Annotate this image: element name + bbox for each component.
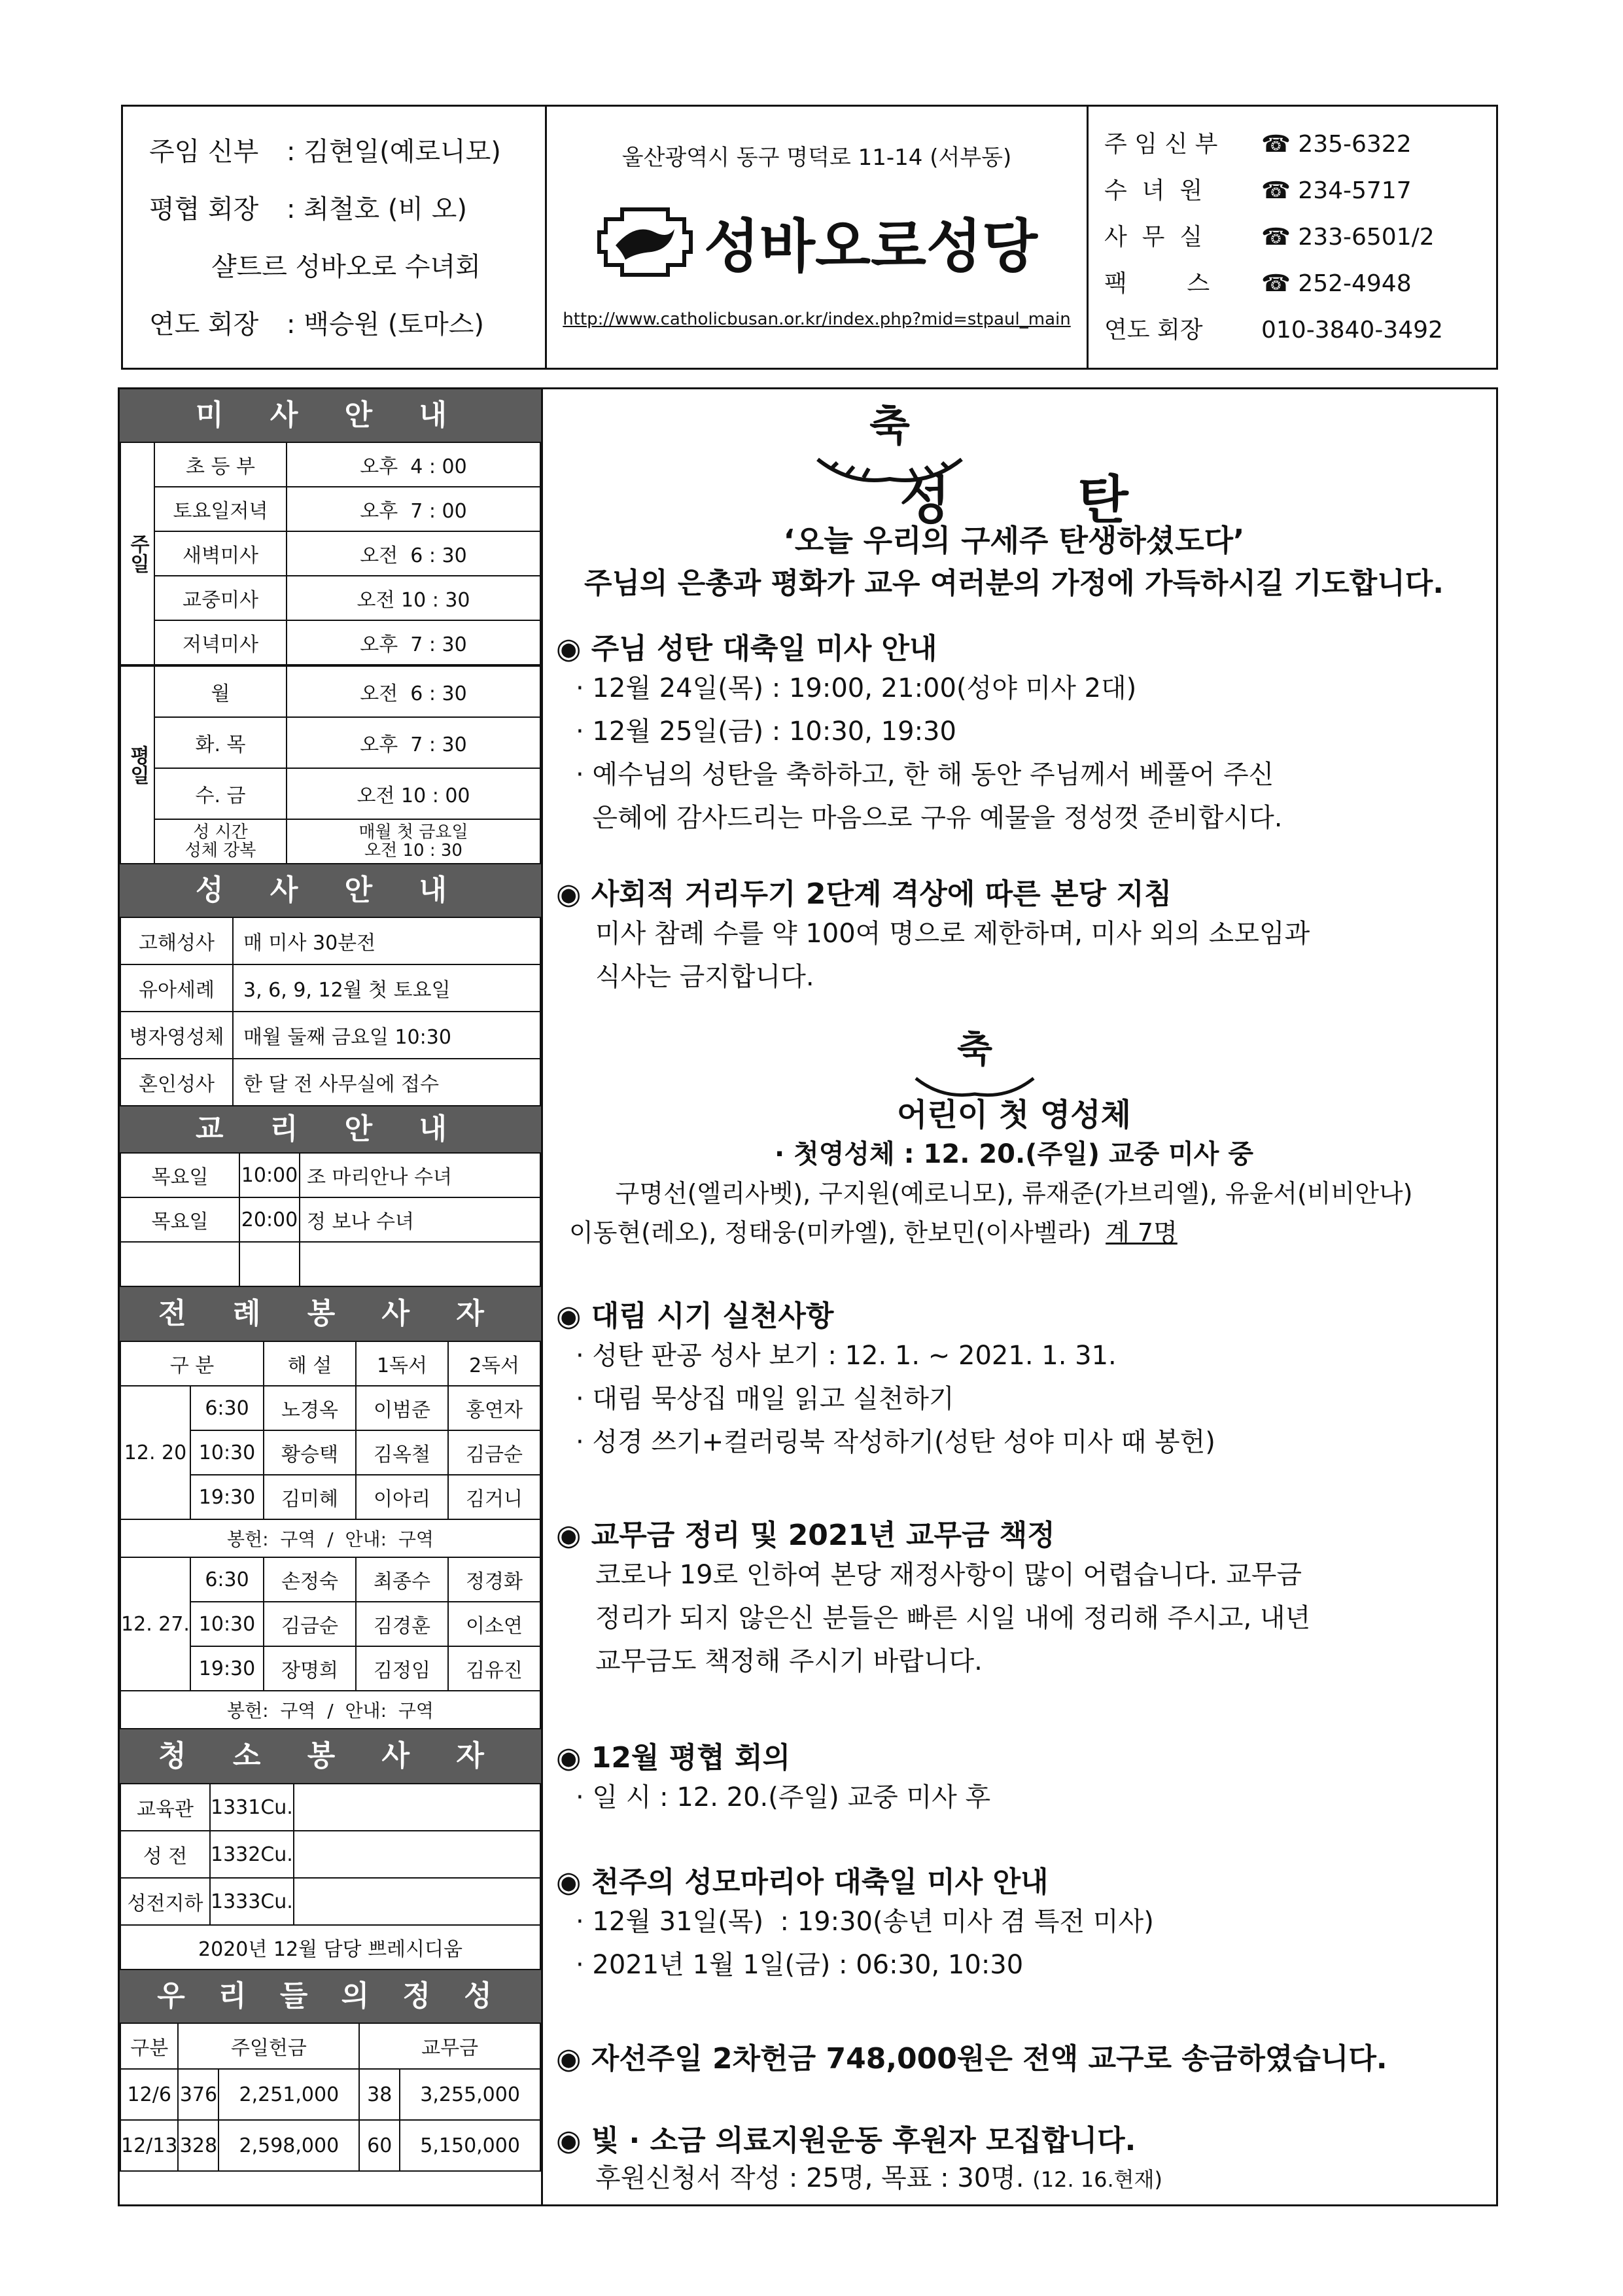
section-medical-support — [556, 2117, 1472, 2199]
liturgy-commentator: 황승택 — [264, 1430, 356, 1475]
section-title: ◉ 빛 · 소금 의료지원운동 후원자 모집합니다. — [556, 2124, 1136, 2157]
liturgy-reader2: 김유진 — [448, 1646, 540, 1691]
communion-names: 이동현(레오), 정태웅(미카엘), 한보민(이사벨라) — [569, 1218, 1092, 1247]
church-logo-icon — [596, 206, 694, 278]
offering-table — [120, 2022, 541, 2172]
contact-label: 팩 스 — [1104, 270, 1210, 297]
mass-time: 오후 7 : 30 — [287, 620, 540, 665]
contact-line — [1104, 214, 1490, 260]
table-row — [120, 1242, 540, 1286]
catechism-teacher: 조 마리안나 수녀 — [300, 1153, 540, 1197]
offering-amount: 5,150,000 — [400, 2120, 540, 2171]
weekday-label: 평일 — [120, 666, 154, 864]
mass-name: 저녁미사 — [154, 620, 287, 665]
liturgy-time: 6:30 — [190, 1557, 264, 1602]
table-row — [120, 1386, 540, 1430]
liturgy-commentator: 김금순 — [264, 1602, 356, 1646]
table-row — [120, 531, 540, 576]
mass-time: 오후 7 : 30 — [287, 717, 540, 768]
catechism-teacher: 정 보나 수녀 — [300, 1197, 540, 1242]
staff-line — [149, 181, 542, 238]
section-charity-collection — [556, 2035, 1472, 2077]
section-distancing — [556, 870, 1472, 998]
mass-name: 새벽미사 — [154, 531, 287, 576]
mass-time: 오전 10 : 00 — [287, 768, 540, 819]
table-row — [120, 487, 540, 531]
liturgy-reader1: 이범준 — [356, 1386, 448, 1430]
section-title: ◉ 주님 성탄 대축일 미사 안내 — [556, 632, 937, 665]
sacrament-value: 3, 6, 9, 12월 첫 토요일 — [233, 964, 540, 1012]
offering-count: 60 — [359, 2120, 400, 2171]
list-item: · 성탄 판공 성사 보기 : 12. 1. ~ 2021. 1. 31. — [576, 1341, 1117, 1371]
subheadline: ‘오늘 우리의 구세주 탄생하셨도다’ — [783, 523, 1245, 558]
liturgy-commentator: 김미혜 — [264, 1475, 356, 1519]
sacrament-value: 매 미사 30분전 — [233, 917, 540, 964]
offering-header: 교무금 — [359, 2023, 540, 2069]
liturgy-reader1: 최종수 — [356, 1557, 448, 1602]
sacrament-table — [120, 917, 541, 1106]
staff-line — [149, 238, 542, 296]
liturgy-date: 12. 27. — [120, 1557, 190, 1691]
liturgy-header: 1독서 — [356, 1341, 448, 1386]
liturgy-header: 해 설 — [264, 1341, 356, 1386]
catechism-time: 10:00 — [239, 1153, 300, 1197]
section-title: ◉ 자선주일 2차헌금 748,000원은 전액 교구로 송금하였습니다. — [556, 2042, 1387, 2075]
staff-list — [149, 123, 542, 353]
liturgy-time: 19:30 — [190, 1646, 264, 1691]
liturgy-reader2: 김거니 — [448, 1475, 540, 1519]
list-item: · 12월 31일(목) : 19:30(송년 미사 겸 특전 미사) — [576, 1907, 1154, 1937]
liturgy-date: 12. 20 — [120, 1386, 190, 1519]
section-title: 어린이 첫 영성체 — [897, 1097, 1131, 1133]
liturgy-time: 19:30 — [190, 1475, 264, 1519]
catechism-day: 목요일 — [120, 1197, 239, 1242]
offering-header: 주일헌금 — [178, 2023, 359, 2069]
mass-name: 월 — [154, 666, 287, 717]
contact-phone: ☎ 234-5717 — [1261, 177, 1412, 204]
section-title: ◉ 사회적 거리두기 2단계 격상에 따른 본당 지침 — [556, 877, 1172, 911]
sacrament-name: 유아세례 — [120, 964, 233, 1012]
weekday-mass-table — [120, 665, 541, 864]
address: 울산광역시 동구 명덕로 11-14 (서부동) — [621, 145, 1012, 171]
mass-time: 오전 10 : 30 — [287, 576, 540, 620]
table-row — [120, 2023, 540, 2069]
staff-value: : 백승원 (토마스) — [287, 309, 484, 340]
sacrament-value: 매월 둘째 금요일 10:30 — [233, 1012, 540, 1059]
table-row — [120, 1341, 540, 1386]
contact-line — [1104, 307, 1490, 353]
table-row — [120, 1153, 540, 1197]
liturgy-title: 전 례 봉 사 자 — [120, 1287, 541, 1341]
mass-name: 교중미사 — [154, 576, 287, 620]
table-row — [120, 620, 540, 665]
liturgy-reader1: 김경훈 — [356, 1602, 448, 1646]
cleaning-team: 1333Cu. — [210, 1878, 294, 1925]
header-box — [121, 105, 1498, 370]
paragraph-line: 미사 참례 수를 약 100여 명으로 제한하며, 미사 외의 소모임과 — [595, 919, 1310, 949]
section-title: ◉ 12월 평협 회의 — [556, 1741, 791, 1775]
liturgy-reader2: 김금순 — [448, 1430, 540, 1475]
staff-label: 주임 신부 — [149, 137, 259, 167]
support-count: 후원신청서 작성 : 25명, 목표 : 30명. — [595, 2163, 1024, 2193]
mass-time: 오전 6 : 30 — [287, 666, 540, 717]
liturgy-table — [120, 1341, 541, 1729]
sacrament-title: 성 사 안 내 — [120, 864, 541, 917]
section-title: ◉ 대림 시기 실천사항 — [556, 1299, 834, 1333]
staff-value: : 최철호 (비 오) — [287, 194, 468, 224]
cleaning-place: 교육관 — [120, 1784, 210, 1831]
cleaning-place: 성전지하 — [120, 1878, 210, 1925]
mass-name: 성 시간 성체 강복 — [154, 819, 287, 864]
paragraph-line: 코로나 19로 인하여 본당 재정사항이 많이 어렵습니다. 교무금 — [595, 1560, 1302, 1590]
table-row — [120, 1197, 540, 1242]
table-row — [120, 1925, 540, 1969]
section-mary-mass — [556, 1858, 1472, 1987]
contact-line — [1104, 260, 1490, 307]
cleaning-note: 2020년 12월 담당 쁘레시디움 — [120, 1925, 540, 1969]
staff-value: : 김현일(예로니모) — [287, 137, 501, 167]
table-row — [120, 2069, 540, 2120]
offering-title: 우 리 들 의 정 성 — [120, 1970, 541, 2022]
liturgy-reader1: 김정임 — [356, 1646, 448, 1691]
table-row — [120, 1012, 540, 1059]
empty-cell — [300, 1242, 540, 1286]
table-row — [120, 717, 540, 768]
contact-phone: ☎ 235-6322 — [1261, 131, 1412, 158]
chuk-text: 축 — [869, 402, 910, 451]
table-row — [120, 1691, 540, 1729]
sacrament-name: 병자영성체 — [120, 1012, 233, 1059]
table-row — [120, 1878, 540, 1925]
contact-list — [1104, 121, 1490, 353]
staff-label: 연도 회장 — [149, 309, 259, 340]
mass-title: 미 사 안 내 — [120, 389, 541, 442]
table-row — [120, 666, 540, 717]
cleaning-table — [120, 1783, 541, 1970]
offering-count: 328 — [178, 2120, 218, 2171]
header-center — [545, 107, 1089, 368]
table-row — [120, 442, 540, 487]
empty-cell — [294, 1878, 540, 1925]
section-council-meeting — [556, 1734, 1472, 1819]
support-date: (12. 16.현재) — [1032, 2167, 1162, 2192]
table-row — [120, 1557, 540, 1602]
table-row — [120, 1519, 540, 1557]
sacrament-value: 한 달 전 사무실에 접수 — [233, 1059, 540, 1106]
offering-amount: 2,251,000 — [218, 2069, 359, 2120]
contact-label: 연도 회장 — [1104, 317, 1203, 344]
staff-line — [149, 123, 542, 181]
communion-names-row — [556, 1213, 1472, 1252]
liturgy-time: 10:30 — [190, 1602, 264, 1646]
greeting: 주님의 은총과 평화가 교우 여러분의 가정에 가득하시길 기도합니다. — [584, 567, 1444, 600]
contact-line — [1104, 121, 1490, 168]
liturgy-reader1: 김옥철 — [356, 1430, 448, 1475]
chuk-text: 축 — [956, 1029, 993, 1071]
mass-time: 매월 첫 금요일 오전 10 : 30 — [287, 819, 540, 864]
empty-cell — [120, 1242, 239, 1286]
contact-label: 사 무 실 — [1104, 224, 1203, 251]
list-item: · 12월 25일(금) : 10:30, 19:30 — [576, 716, 956, 747]
contact-phone: ☎ 252-4948 — [1261, 270, 1412, 297]
offering-date: 12/13 — [120, 2120, 178, 2171]
headline: 성 탄 — [899, 470, 1128, 531]
table-row — [120, 1059, 540, 1106]
list-item: 은혜에 감사드리는 마음으로 구유 예물을 정성껏 준비합시다. — [576, 803, 1283, 833]
sunday-label: 주일 — [120, 442, 154, 665]
liturgy-commentator: 노경옥 — [264, 1386, 356, 1430]
liturgy-note: 봉헌: 구역 / 안내: 구역 — [120, 1519, 540, 1557]
paragraph-line: 정리가 되지 않은신 분들은 빠른 시일 내에 정리해 주시고, 내년 — [595, 1603, 1311, 1633]
table-row — [120, 1831, 540, 1878]
table-row — [120, 819, 540, 864]
empty-cell — [294, 1784, 540, 1831]
list-item: · 대림 묵상집 매일 읽고 실천하기 — [576, 1384, 954, 1414]
section-advent — [556, 1292, 1472, 1464]
empty-cell — [294, 1831, 540, 1878]
contact-phone: 010-3840-3492 — [1261, 317, 1443, 344]
list-item: · 성경 쓰기+컬러링북 작성하기(성탄 성야 미사 때 봉헌) — [576, 1427, 1215, 1457]
liturgy-header: 구 분 — [120, 1341, 264, 1386]
cleaning-team: 1332Cu. — [210, 1831, 294, 1878]
staff-line — [149, 296, 542, 353]
sidebar — [118, 387, 543, 2206]
sunday-mass-table — [120, 442, 541, 665]
offering-header: 구분 — [120, 2023, 178, 2069]
section-first-communion — [556, 1089, 1472, 1252]
list-item: · 예수님의 성탄을 축하하고, 한 해 동안 주님께서 베풀어 주신 — [576, 760, 1274, 790]
sacrament-name: 고해성사 — [120, 917, 233, 964]
offering-count: 38 — [359, 2069, 400, 2120]
mass-name: 초 등 부 — [154, 442, 287, 487]
liturgy-commentator: 장명희 — [264, 1646, 356, 1691]
list-item: · 12월 24일(목) : 19:00, 21:00(성야 미사 2대) — [576, 673, 1137, 703]
mass-name: 수. 금 — [154, 768, 287, 819]
section-christmas-mass — [556, 625, 1472, 839]
parish-url[interactable]: http://www.catholicbusan.or.kr/index.php?mid=stpaul_main — [563, 309, 1071, 329]
catechism-table — [120, 1152, 541, 1287]
mass-name: 토요일저녁 — [154, 487, 287, 531]
liturgy-time: 6:30 — [190, 1386, 264, 1430]
liturgy-reader2: 정경화 — [448, 1557, 540, 1602]
list-item: · 2021년 1월 1일(금) : 06:30, 10:30 — [576, 1950, 1024, 1980]
section-title: ◉ 천주의 성모마리아 대축일 미사 안내 — [556, 1865, 1049, 1899]
mass-name: 화. 목 — [154, 717, 287, 768]
table-row — [120, 768, 540, 819]
catechism-title: 교 리 안 내 — [120, 1106, 541, 1152]
table-row — [120, 917, 540, 964]
mass-time: 오후 7 : 00 — [287, 487, 540, 531]
staff-label: 평협 회장 — [149, 194, 259, 224]
contact-label: 수 녀 원 — [1104, 177, 1203, 204]
communion-subtitle: · 첫영성체 : 12. 20.(주일) 교중 미사 중 — [775, 1139, 1253, 1169]
empty-cell — [239, 1242, 300, 1286]
paragraph-line: 교무금도 책정해 주시기 바랍니다. — [595, 1646, 983, 1676]
liturgy-reader1: 이아리 — [356, 1475, 448, 1519]
table-row — [120, 964, 540, 1012]
contact-phone: ☎ 233-6501/2 — [1261, 224, 1435, 251]
liturgy-note: 봉헌: 구역 / 안내: 구역 — [120, 1691, 540, 1729]
church-logo-title — [547, 201, 1087, 283]
table-row — [120, 1784, 540, 1831]
mass-time: 오후 4 : 00 — [287, 442, 540, 487]
cleaning-title: 청 소 봉 사 자 — [120, 1729, 541, 1783]
table-row — [120, 576, 540, 620]
offering-date: 12/6 — [120, 2069, 178, 2120]
offering-amount: 3,255,000 — [400, 2069, 540, 2120]
offering-count: 376 — [178, 2069, 218, 2120]
staff-value: 샬트르 성바오로 수녀회 — [211, 252, 481, 282]
paragraph-line: 식사는 금지합니다. — [595, 962, 814, 992]
liturgy-commentator: 손정숙 — [264, 1557, 356, 1602]
catechism-day: 목요일 — [120, 1153, 239, 1197]
communion-total: 계 7명 — [1106, 1218, 1178, 1247]
offering-amount: 2,598,000 — [218, 2120, 359, 2171]
liturgy-reader2: 이소연 — [448, 1602, 540, 1646]
catechism-time: 20:00 — [239, 1197, 300, 1242]
liturgy-header: 2독서 — [448, 1341, 540, 1386]
section-dues — [556, 1511, 1472, 1683]
liturgy-reader2: 홍연자 — [448, 1386, 540, 1430]
sacrament-name: 혼인성사 — [120, 1059, 233, 1106]
contact-label: 주 임 신 부 — [1104, 131, 1218, 158]
liturgy-time: 10:30 — [190, 1430, 264, 1475]
contact-line — [1104, 168, 1490, 214]
section-title: ◉ 교무금 정리 및 2021년 교무금 책정 — [556, 1519, 1055, 1552]
paragraph-line — [556, 2159, 1472, 2199]
mass-time: 오전 6 : 30 — [287, 531, 540, 576]
church-name: 성바오로성당 — [703, 213, 1038, 280]
table-row — [120, 2120, 540, 2171]
communion-names: 구명선(엘리사벳), 구지원(예로니모), 류재준(가브리엘), 유윤서(비비안나) — [615, 1179, 1413, 1208]
list-item: · 일 시 : 12. 20.(주일) 교중 미사 후 — [576, 1782, 991, 1812]
cleaning-team: 1331Cu. — [210, 1784, 294, 1831]
cleaning-place: 성 전 — [120, 1831, 210, 1878]
